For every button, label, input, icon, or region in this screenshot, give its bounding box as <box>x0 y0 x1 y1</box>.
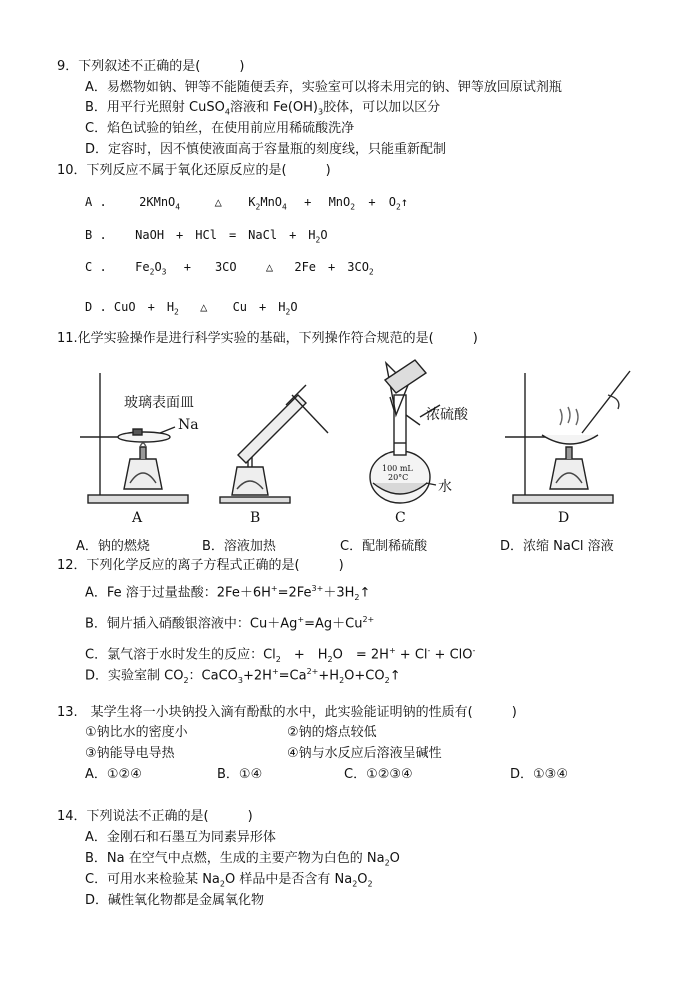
q14-c-mid: O 样品中是否含有 Na <box>225 872 353 887</box>
q12-a-sup1: + <box>270 584 278 593</box>
q10-b-label: B . <box>85 228 107 242</box>
q10-d-heat: △ <box>200 300 208 314</box>
q10-d-post: O <box>290 300 298 314</box>
q12-c-s1: 2 <box>275 654 281 664</box>
fig-d-apparatus <box>505 371 630 503</box>
q13-prop-3: ③钠能导电导热 <box>85 746 175 761</box>
q12-c-m3: + Cl <box>395 647 428 663</box>
fig-letter-c: C <box>395 510 406 526</box>
q12-a-up: ↑ <box>359 585 371 601</box>
q9-option-d: D．定容时，因不慎使液面高于容量瓶的刻度线，只能重新配制 <box>85 142 447 157</box>
fig-a-label-dish: 玻璃表面皿 <box>124 395 194 411</box>
fig-c-flask-volume: 100 mL <box>382 464 413 473</box>
q13-stem: 13. 某学生将一小块钠投入滴有酚酞的水中，此实验能证明钠的性质有( ) <box>57 705 517 720</box>
q10-c-plus: + 3CO <box>183 260 237 274</box>
q9-b-pre: B．用平行光照射 CuSO <box>85 100 225 115</box>
q10-c-rb-sub: 3 <box>161 267 167 277</box>
q12-b-pre: B．铜片插入硝酸银溶液中：Cu＋Ag <box>85 616 298 632</box>
q12-d-m5: O+CO <box>344 668 385 684</box>
q14-c-mid2: O <box>357 872 368 887</box>
q10-c-p: 2Fe + 3CO <box>294 260 369 274</box>
q10-a-p2-sub: 2 <box>350 202 356 212</box>
q12-d-s2: 3 <box>237 675 243 685</box>
q9-b-sub: 4 <box>224 107 230 117</box>
q10-d-r: CuO + H <box>113 300 175 314</box>
q10-a-reactant-sub: 4 <box>175 202 181 212</box>
q10-c-heat: △ <box>265 260 274 274</box>
q12-option-b <box>85 612 374 632</box>
q11-caption-a: A．钠的燃烧 <box>76 539 150 554</box>
q10-c-r: Fe <box>135 260 150 274</box>
q10-a-p1: K <box>248 195 256 209</box>
q12-d-sp2: 2+ <box>306 667 319 676</box>
q10-a-plus1: + <box>304 195 312 209</box>
q14-option-b <box>85 851 400 872</box>
q14-b-sub: 2 <box>384 858 390 868</box>
q10-b-eq: NaOH + HCl = NaCl + H <box>135 228 316 242</box>
q12-a-post: ＋3H <box>323 585 355 601</box>
q13-prop-4: ④钠与水反应后溶液呈碱性 <box>287 746 442 761</box>
q12-c-pre: C．氯气溶于水时发生的反应：Cl <box>85 647 276 663</box>
q9-option-b <box>85 100 440 121</box>
fig-c-label-water: 水 <box>438 479 452 495</box>
fig-c-flask-temp: 20°C <box>388 473 409 482</box>
q12-stem: 12．下列化学反应的离子方程式正确的是( ) <box>57 558 344 573</box>
q12-d-s3: 2 <box>339 675 345 685</box>
q10-a-reactant: 2KMnO <box>139 195 176 209</box>
q9-option-a: A．易燃物如钠、钾等不能随便丢弃，实验室可以将未用完的钠、钾等放回原试剂瓶 <box>85 80 562 95</box>
q12-b-mid: =Ag＋Cu <box>304 616 363 632</box>
q12-d-m4: +H <box>318 668 340 684</box>
q14-c-sub: 2 <box>219 879 225 889</box>
q12-d-up: ↑ <box>389 668 401 684</box>
q12-c-sp1: + <box>388 646 396 655</box>
fig-a-apparatus <box>80 373 188 503</box>
q12-c-m4: + ClO <box>430 647 473 663</box>
q10-option-a <box>85 194 408 215</box>
q10-stem: 10．下列反应不属于氧化还原反应的是( ) <box>57 163 331 178</box>
q12-a-pre: A．Fe 溶于过量盐酸：2Fe＋6H <box>85 585 271 601</box>
q12-a-mid: =2Fe <box>277 585 312 601</box>
q10-a-p3-sub: 2 <box>396 202 401 212</box>
q10-a-heat: △ <box>214 195 222 209</box>
q12-b-sup2: 2+ <box>362 615 375 624</box>
q12-c-s2: 2 <box>327 654 333 664</box>
q14-option-d: D．碱性氧化物都是金属氧化物 <box>85 893 265 908</box>
q12-b-sup1: + <box>297 615 305 624</box>
q12-a-sub: 2 <box>354 592 360 602</box>
q10-d-p-sub: 2 <box>285 307 291 317</box>
q14-b-pre: B．Na 在空气中点燃，生成的主要产物为白色的 Na <box>85 851 385 866</box>
q10-option-c <box>85 259 374 280</box>
q12-d-sp1: + <box>271 667 279 676</box>
q13-option-d: D．①③④ <box>510 767 568 782</box>
fig-a-label-na: Na <box>178 417 199 433</box>
q13-option-b: B．①④ <box>217 767 263 782</box>
q9-b-mid: 溶液和 Fe(OH) <box>229 100 319 115</box>
q14-c-pre: C．可用水来检验某 Na <box>85 872 220 887</box>
q9-b-sub2: 3 <box>318 107 324 117</box>
q10-d-label: D . <box>85 300 107 314</box>
q10-a-up: ↑ <box>400 195 409 209</box>
q14-b-post: O <box>389 851 400 866</box>
q10-b-sub: 2 <box>315 235 321 245</box>
q10-a-p2: MnO <box>328 195 351 209</box>
q12-option-d <box>85 664 401 689</box>
q12-d-m3: =Ca <box>278 668 307 684</box>
q11-caption-c: C．配制稀硫酸 <box>340 539 428 554</box>
q10-d-p: Cu + H <box>232 300 286 314</box>
q13-prop-2: ②钠的熔点较低 <box>287 725 377 740</box>
q12-c-m2: O = 2H <box>332 647 389 663</box>
q14-option-c <box>85 872 373 893</box>
q9-b-post: 胶体，可以加以区分 <box>323 100 441 115</box>
q10-c-label: C . <box>85 260 107 274</box>
q12-c-sp3: - <box>472 646 476 655</box>
q12-c-sp2: - <box>427 646 431 655</box>
q12-d-pre: D．实验室制 CO <box>85 668 184 684</box>
q13-prop-1: ①钠比水的密度小 <box>85 725 188 740</box>
lab-apparatus-figure <box>60 355 640 530</box>
q10-b-post: O <box>320 228 328 242</box>
q13-option-a: A．①②④ <box>85 767 142 782</box>
q12-c-m1: + H <box>280 647 328 663</box>
q14-option-a: A．金刚石和石墨互为同素异形体 <box>85 830 276 845</box>
q11-caption-b: B．溶液加热 <box>202 539 276 554</box>
fig-letter-b: B <box>250 510 261 526</box>
q14-stem: 14．下列说法不正确的是( ) <box>57 809 253 824</box>
q10-d-r-sub: 2 <box>174 307 179 317</box>
q10-a-label: A . <box>85 195 107 209</box>
q10-a-plus2: + <box>368 195 376 209</box>
q11-caption-d: D．浓缩 NaCl 溶液 <box>500 539 614 554</box>
fig-letter-a: A <box>132 510 143 526</box>
q12-option-a <box>85 581 370 606</box>
fig-c-label-acid: 浓硫酸 <box>426 407 468 423</box>
q9-stem: 9．下列叙述不正确的是( ) <box>57 59 245 74</box>
q13-option-c: C．①②③④ <box>344 767 413 782</box>
q14-c-sub3: 2 <box>367 879 373 889</box>
fig-b-apparatus <box>220 385 328 503</box>
q12-a-sup2: 3+ <box>311 584 324 593</box>
q14-c-sub2: 2 <box>352 879 358 889</box>
q9-option-c: C．焰色试验的铂丝，在使用前应用稀硫酸洗净 <box>85 121 355 136</box>
q10-a-p3: O <box>388 195 397 209</box>
q10-a-p1b-sub: 4 <box>282 202 287 212</box>
q12-d-m2: +2H <box>243 668 272 684</box>
q10-c-rb: O <box>154 260 162 274</box>
q10-option-d <box>85 299 298 320</box>
q10-c-r-sub: 2 <box>149 267 155 277</box>
fig-letter-d: D <box>558 510 570 526</box>
q12-d-m1: ：CaCO <box>188 668 238 684</box>
q12-d-s4: 2 <box>384 675 390 685</box>
q12-d-s1: 2 <box>183 675 189 685</box>
q10-a-p1b: MnO <box>260 195 283 209</box>
q10-option-b <box>85 227 328 248</box>
q10-c-p-sub: 2 <box>368 267 374 277</box>
q11-stem: 11.化学实验操作是进行科学实验的基础，下列操作符合规范的是( ) <box>57 331 478 346</box>
q10-a-p1-sub: 2 <box>255 202 261 212</box>
